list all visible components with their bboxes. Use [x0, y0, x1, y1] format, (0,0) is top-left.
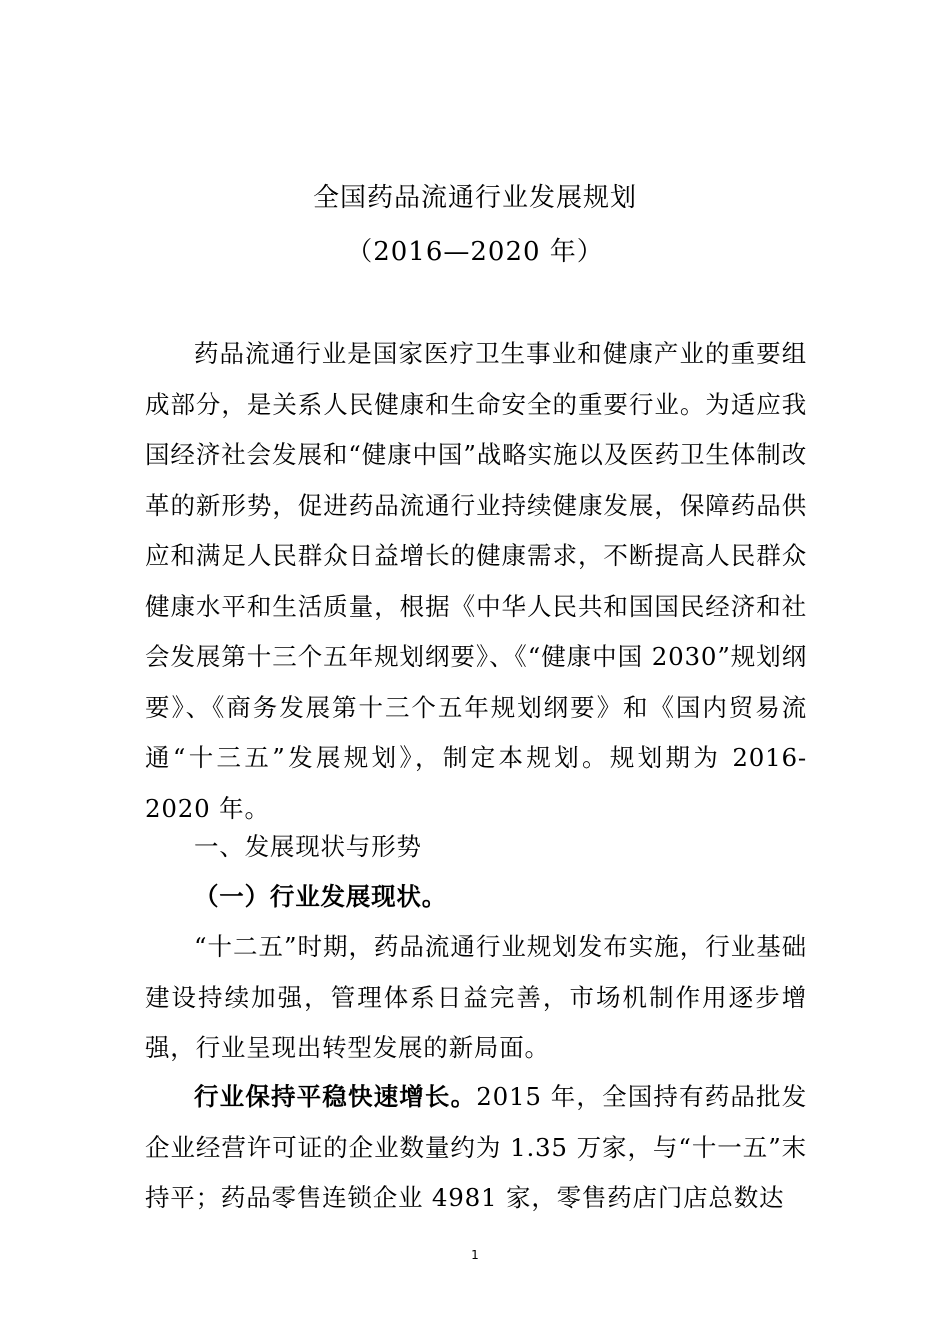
document-title: 全国药品流通行业发展规划 [312, 183, 637, 213]
page-number: 1 [471, 1248, 479, 1262]
intro-paragraph: 药品流通行业是国家医疗卫生事业和健康产业的重要组成部分，是关系人民健康和生命安全的重要行业。为适应我国经济社会发展和“健康中国”战略实施以及医药卫生体制改革的新形势，促进药品流通行业持续健康发展，保障药品供应和满足人民群众日益增长的健康需求，不断提高人民群众健康水平和生活质量，根据《中华人民共和国国民经济和社会发展第十三个五年规划纲要》、《“健康中国 2030”规划纲要》、《商务发展第十三个五年规划纲要》和《国内贸易流通“十三五”发展规划》，制定本规划。规划期为 2016-2020 年。 [145, 339, 807, 823]
growth-body-text: 2015 年，全国持有药品批发企业经营许可证的企业数量约为 1.35 万家，与“十一五”末持平；药品零售连锁企业 4981 家，零售药店门店总数达 [145, 1082, 807, 1212]
growth-paragraph [145, 1072, 807, 1224]
subsection-heading: （一）行业发展现状。 [194, 882, 447, 911]
summary-paragraph: “十二五”时期，药品流通行业规划发布实施，行业基础建设持续加强，管理体系日益完善，市场机制作用逐步增强，行业呈现出转型发展的新局面。 [145, 932, 807, 1062]
document-subtitle: （2016—2020 年） [346, 237, 604, 267]
growth-lead-text: 行业保持平稳快速增长。 [194, 1082, 477, 1111]
section-heading: 一、发展现状与形势 [194, 832, 422, 861]
